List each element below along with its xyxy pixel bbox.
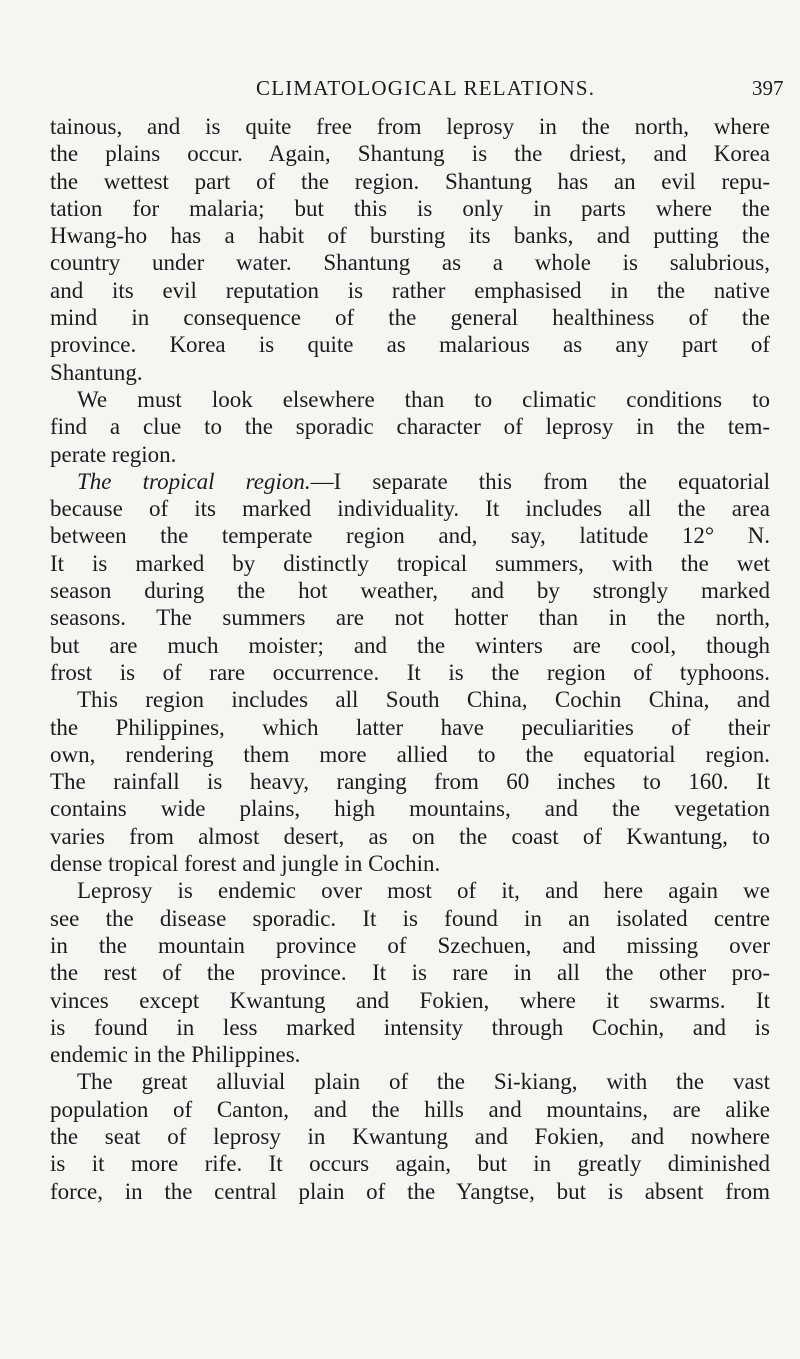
line-text: the seat of leprosy in Kwantung and Fokien, and nowhere: [50, 1123, 770, 1149]
line-text: the plains occur. Again, Shantung is the driest, and Korea: [50, 141, 770, 167]
body-text: [50, 113, 770, 1205]
line-text: contains wide plains, high mountains, and the vegetation: [50, 796, 770, 822]
line-text: tation for malaria; but this is only in parts where the: [50, 195, 770, 221]
text-line: [50, 113, 770, 140]
line-text: because of its marked individuality. It includes all the area: [50, 496, 770, 522]
line-text: Shantung.: [50, 359, 143, 385]
text-line: [50, 1041, 770, 1068]
line-text: population of Canton, and the hills and mountains, are alike: [50, 1096, 770, 1122]
line-text: frost is of rare occurrence. It is the region of typhoons.: [50, 659, 770, 685]
text-line: [50, 1123, 770, 1150]
text-line: [50, 249, 770, 276]
text-line: [50, 905, 770, 932]
line-text: Leprosy is endemic over most of it, and here again we: [77, 878, 770, 904]
line-text: perate region.: [50, 441, 177, 467]
text-line: [50, 413, 770, 440]
text-line: [50, 1068, 770, 1095]
line-text: tainous, and is quite free from leprosy in the north, where: [50, 114, 770, 139]
text-line: [50, 168, 770, 195]
text-line: [50, 304, 770, 331]
line-text: force, in the central plain of the Yangtse, but is absent from: [50, 1178, 770, 1204]
line-text: varies from almost desert, as on the coast of Kwantung, to: [50, 823, 770, 849]
text-line: [50, 468, 770, 495]
text-line: [50, 522, 770, 549]
text-line: [50, 550, 770, 577]
line-text: The rainfall is heavy, ranging from 60 inches to 160. It: [50, 769, 770, 795]
text-line: [50, 659, 770, 686]
line-text: The great alluvial plain of the Si-kiang, with the vast: [77, 1069, 770, 1095]
line-text: season during the hot weather, and by strongly marked: [50, 578, 770, 604]
line-text: endemic in the Philippines.: [50, 1042, 301, 1068]
text-line: [50, 222, 770, 249]
text-line: [50, 140, 770, 167]
text-line: [50, 686, 770, 713]
line-text: in the mountain province of Szechuen, and missing over: [50, 932, 770, 958]
line-text: is it more rife. It occurs again, but in greatly diminished: [50, 1151, 770, 1177]
text-line: [50, 987, 770, 1014]
text-line: [50, 795, 770, 822]
text-line: [50, 714, 770, 741]
text-line: [50, 768, 770, 795]
running-title: CLIMATOLOGICAL RELATIONS.: [256, 76, 596, 100]
line-text: We must look elsewhere than to climatic conditions to: [77, 386, 770, 412]
text-line: [50, 959, 770, 986]
line-text: province. Korea is quite as malarious as any part of: [50, 332, 770, 358]
line-text: and its evil reputation is rather emphasised in the native: [50, 277, 770, 303]
text-line: [50, 1178, 770, 1205]
text-line: [50, 604, 770, 631]
text-line: [50, 195, 770, 222]
text-line: [50, 1096, 770, 1123]
line-text: It is marked by distinctly tropical summers, with the wet: [50, 550, 770, 576]
line-text: the Philippines, which latter have peculiarities of their: [50, 714, 770, 740]
text-line: [50, 1150, 770, 1177]
text-line: [50, 823, 770, 850]
text-line: [50, 359, 770, 386]
text-line: [50, 741, 770, 768]
line-text: between the temperate region and, say, latitude 12° N.: [50, 523, 770, 549]
line-text: is found in less marked intensity through Cochin, and is: [50, 1014, 770, 1040]
text-line: [50, 331, 770, 358]
line-text: Hwang-ho has a habit of bursting its banks, and putting the: [50, 223, 770, 249]
line-text: mind in consequence of the general healthiness of the: [50, 305, 770, 331]
line-text: This region includes all South China, Cochin China, and: [77, 687, 770, 713]
text-line: [50, 932, 770, 959]
text-line: [50, 386, 770, 413]
text-line: [50, 1014, 770, 1041]
line-text: see the disease sporadic. It is found in an isolated centre: [50, 905, 770, 931]
line-text: —I separate this from the equatorial: [310, 468, 770, 494]
line-text: own, rendering them more allied to the equatorial region.: [50, 741, 770, 767]
page-number: 397: [752, 76, 784, 100]
text-line: [50, 877, 770, 904]
text-line: [50, 495, 770, 522]
line-text: country under water. Shantung as a whole is salubrious,: [50, 250, 770, 276]
line-text: the wettest part of the region. Shantung has an evil repu-: [50, 168, 770, 194]
text-line: [50, 850, 770, 877]
line-text: but are much moister; and the winters are cool, though: [50, 632, 770, 658]
line-text: dense tropical forest and jungle in Cochin.: [50, 851, 441, 877]
line-text: seasons. The summers are not hotter than in the north,: [50, 605, 770, 631]
text-line: [50, 441, 770, 468]
text-line: [50, 632, 770, 659]
text-line: [50, 577, 770, 604]
line-text: the rest of the province. It is rare in all the other pro-: [50, 960, 770, 986]
text-line: [50, 277, 770, 304]
line-text: find a clue to the sporadic character of leprosy in the tem-: [50, 414, 770, 440]
section-heading: The tropical region.: [77, 468, 311, 494]
line-text: vinces except Kwantung and Fokien, where it swarms. It: [50, 987, 770, 1013]
